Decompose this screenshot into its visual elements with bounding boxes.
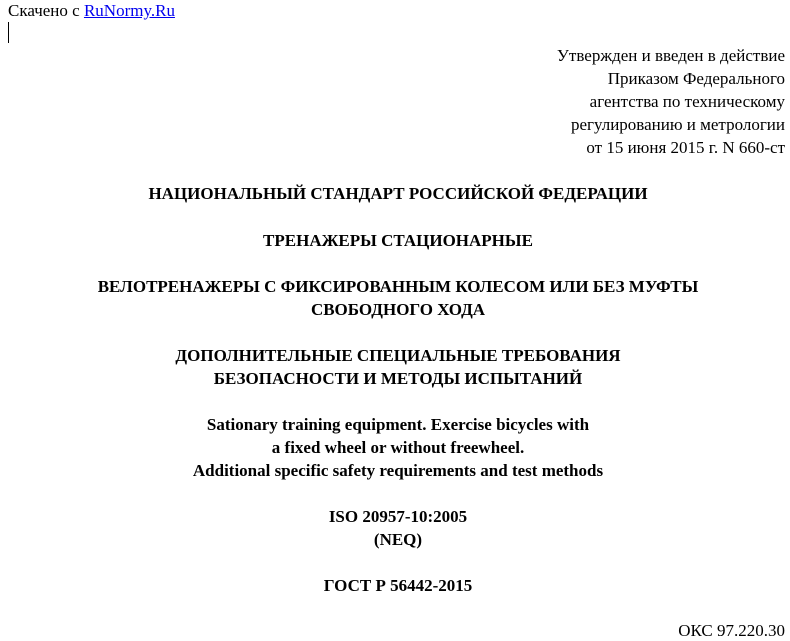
iso-reference	[0, 505, 790, 551]
english-title-line: a fixed wheel or without freewheel.	[271, 438, 525, 457]
approval-block	[557, 44, 785, 159]
approval-line: регулированию и метрологии	[570, 115, 785, 134]
iso-degree: (NEQ)	[373, 530, 423, 549]
source-line	[8, 1, 175, 21]
oks-code: ОКС 97.220.30	[678, 621, 785, 640]
iso-number: ISO 20957-10:2005	[328, 507, 468, 526]
main-title-text: ТРЕНАЖЕРЫ СТАЦИОНАРНЫЕ	[263, 231, 533, 250]
designation	[0, 574, 790, 597]
approval-line: агентства по техническому	[589, 92, 785, 111]
english-title-line: Additional specific safety requirements and test methods	[192, 461, 604, 480]
approval-line: Утвержден и введен в действие	[556, 46, 785, 65]
part-title-line: БЕЗОПАСНОСТИ И МЕТОДЫ ИСПЫТАНИЙ	[213, 369, 583, 388]
standard-type-text: НАЦИОНАЛЬНЫЙ СТАНДАРТ РОССИЙСКОЙ ФЕДЕРАЦИИ	[148, 184, 648, 203]
english-title	[0, 413, 790, 482]
part-title-line: ДОПОЛНИТЕЛЬНЫЕ СПЕЦИАЛЬНЫЕ ТРЕБОВАНИЯ	[175, 346, 621, 365]
english-title-line: Sationary training equipment. Exercise bicycles with	[206, 415, 590, 434]
sub-title-line: ВЕЛОТРЕНАЖЕРЫ С ФИКСИРОВАННЫМ КОЛЕСОМ ИЛИ БЕЗ МУФТЫ	[97, 277, 699, 296]
sub-title	[0, 275, 790, 321]
approval-line: Приказом Федерального	[607, 69, 785, 88]
approval-line: от 15 июня 2015 г. N 660-ст	[586, 138, 785, 157]
standard-type-heading	[0, 182, 790, 205]
source-link[interactable]: RuNormy.Ru	[83, 1, 175, 20]
sub-title-line: СВОБОДНОГО ХОДА	[310, 300, 486, 319]
designation-text: ГОСТ Р 56442-2015	[323, 576, 473, 595]
main-title	[0, 229, 790, 252]
part-title	[0, 344, 790, 390]
source-prefix: Скачено с	[8, 1, 84, 20]
text-cursor	[8, 22, 9, 43]
